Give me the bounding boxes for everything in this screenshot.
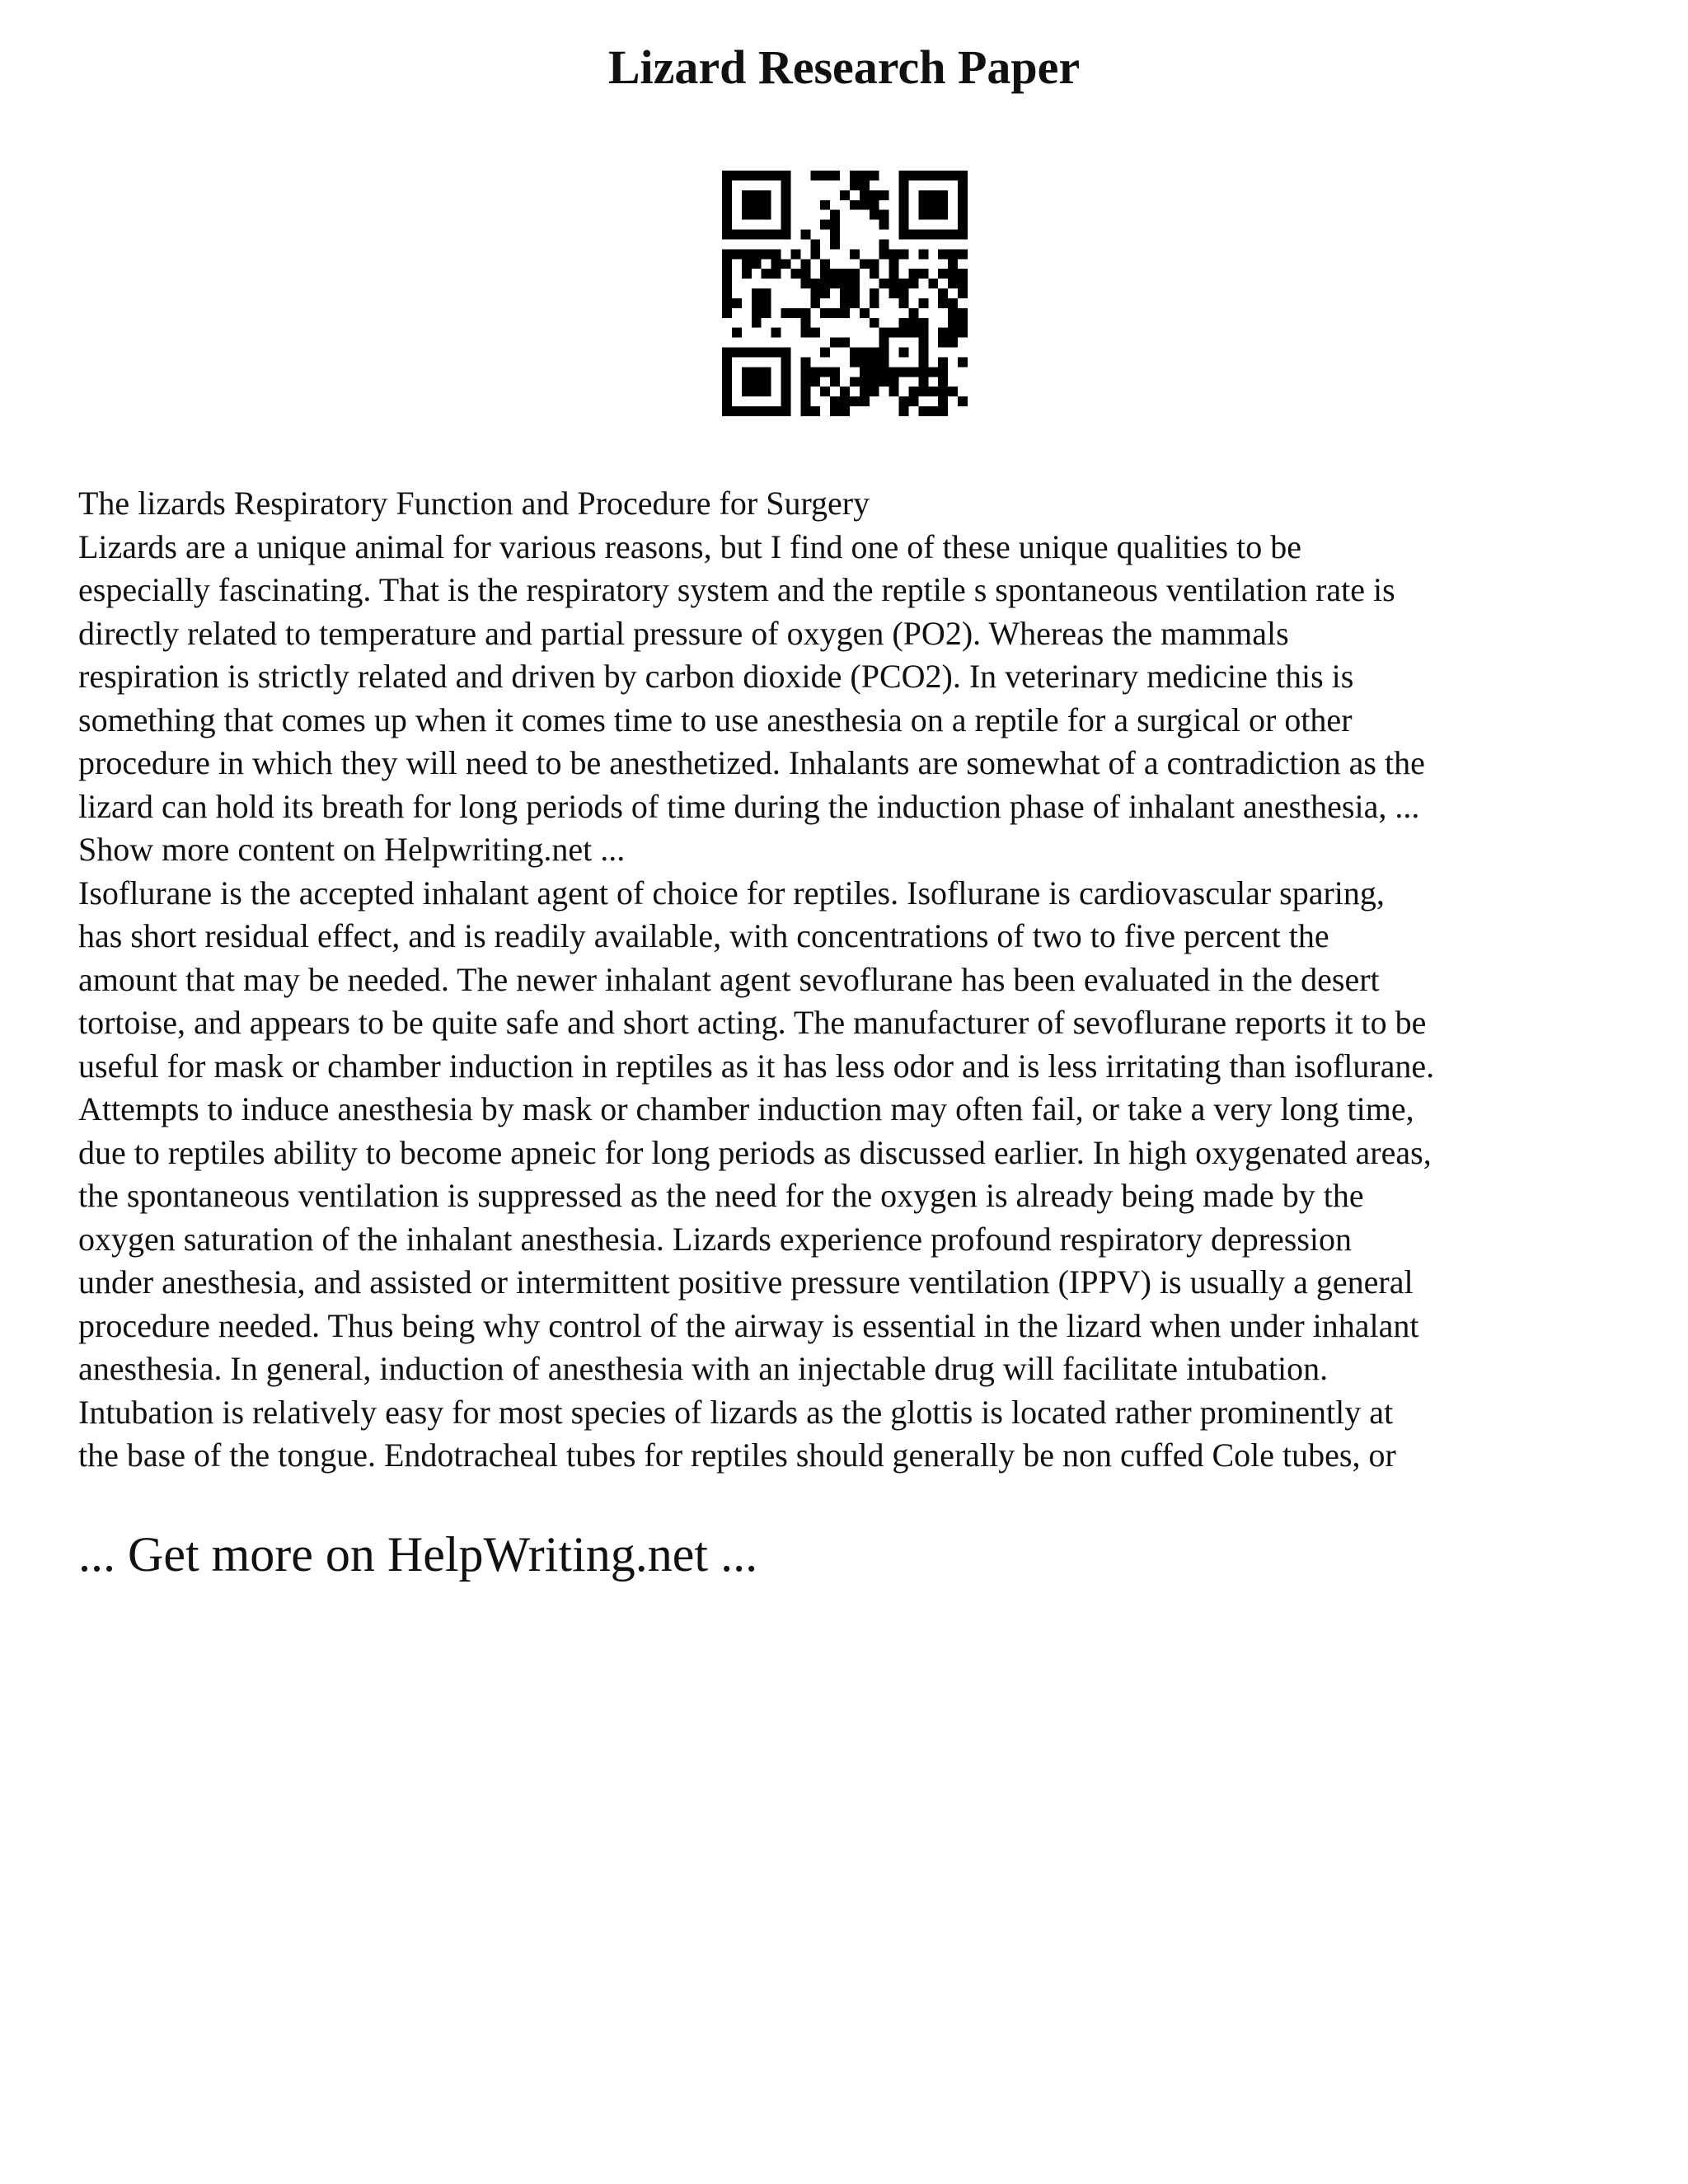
get-more-link[interactable]: ... Get more on HelpWriting.net ...	[78, 1527, 758, 1582]
text-line: has short residual effect, and is readily available, with concentrations of two to five percent the	[78, 917, 1329, 954]
text-line: amount that may be needed. The newer inhalant agent sevoflurane has been evaluated in the desert	[78, 960, 1380, 998]
text-line: procedure in which they will need to be anesthetized. Inhalants are somewhat of a contradiction as the	[78, 744, 1425, 781]
page-title: Lizard Research Paper	[607, 40, 1081, 94]
text-line: Intubation is relatively easy for most species of lizards as the glottis is located rather prominently at	[78, 1393, 1394, 1431]
text-line: directly related to temperature and partial pressure of oxygen (PO2). Whereas the mammals	[78, 614, 1289, 652]
text-line: tortoise, and appears to be quite safe and short acting. The manufacturer of sevoflurane reports it to be	[78, 1004, 1427, 1041]
text-line: oxygen saturation of the inhalant anesthesia. Lizards experience profound respiratory depression	[78, 1220, 1353, 1258]
text-line: lizard can hold its breath for long periods of time during the induction phase of inhalant anesthesia, ...	[78, 787, 1420, 825]
text-line: Attempts to induce anesthesia by mask or chamber induction may often fail, or take a very long time,	[78, 1090, 1414, 1127]
text-line: procedure needed. Thus being why control of the airway is essential in the lizard when under inhalant	[78, 1306, 1419, 1344]
body-text	[78, 482, 1628, 1478]
text-line: under anesthesia, and assisted or intermittent positive pressure ventilation (IPPV) is usually a general	[78, 1263, 1414, 1301]
text-line: anesthesia. In general, induction of anesthesia with an injectable drug will facilitate intubation.	[78, 1350, 1329, 1387]
text-line: something that comes up when it comes time to use anesthesia on a reptile for a surgical or other	[78, 701, 1353, 738]
subtitle-line: The lizards Respiratory Function and Procedure for Surgery	[78, 485, 870, 522]
text-line: useful for mask or chamber induction in reptiles as it has less odor and is less irritating than isoflurane.	[78, 1047, 1435, 1085]
text-line: due to reptiles ability to become apneic for long periods as discussed earlier. In high oxygenated areas,	[78, 1133, 1432, 1171]
text-line: the base of the tongue. Endotracheal tubes for reptiles should generally be non cuffed Cole tubes, or	[78, 1436, 1396, 1474]
show-more-line: Show more content on Helpwriting.net ...	[78, 831, 626, 868]
text-line: Lizards are a unique animal for various reasons, but I find one of these unique qualities to be	[78, 527, 1301, 565]
text-line: especially fascinating. That is the respiratory system and the reptile s spontaneous ventilation rate is	[78, 571, 1395, 608]
text-line: the spontaneous ventilation is suppressed as the need for the oxygen is already being made by the	[78, 1177, 1364, 1214]
text-line: respiration is strictly related and driven by carbon dioxide (PCO2). In veterinary medicine this is	[78, 658, 1354, 695]
text-line: Isoflurane is the accepted inhalant agent of choice for reptiles. Isoflurane is cardiovascular sparing,	[78, 874, 1385, 912]
qr-code-icon	[722, 171, 968, 416]
